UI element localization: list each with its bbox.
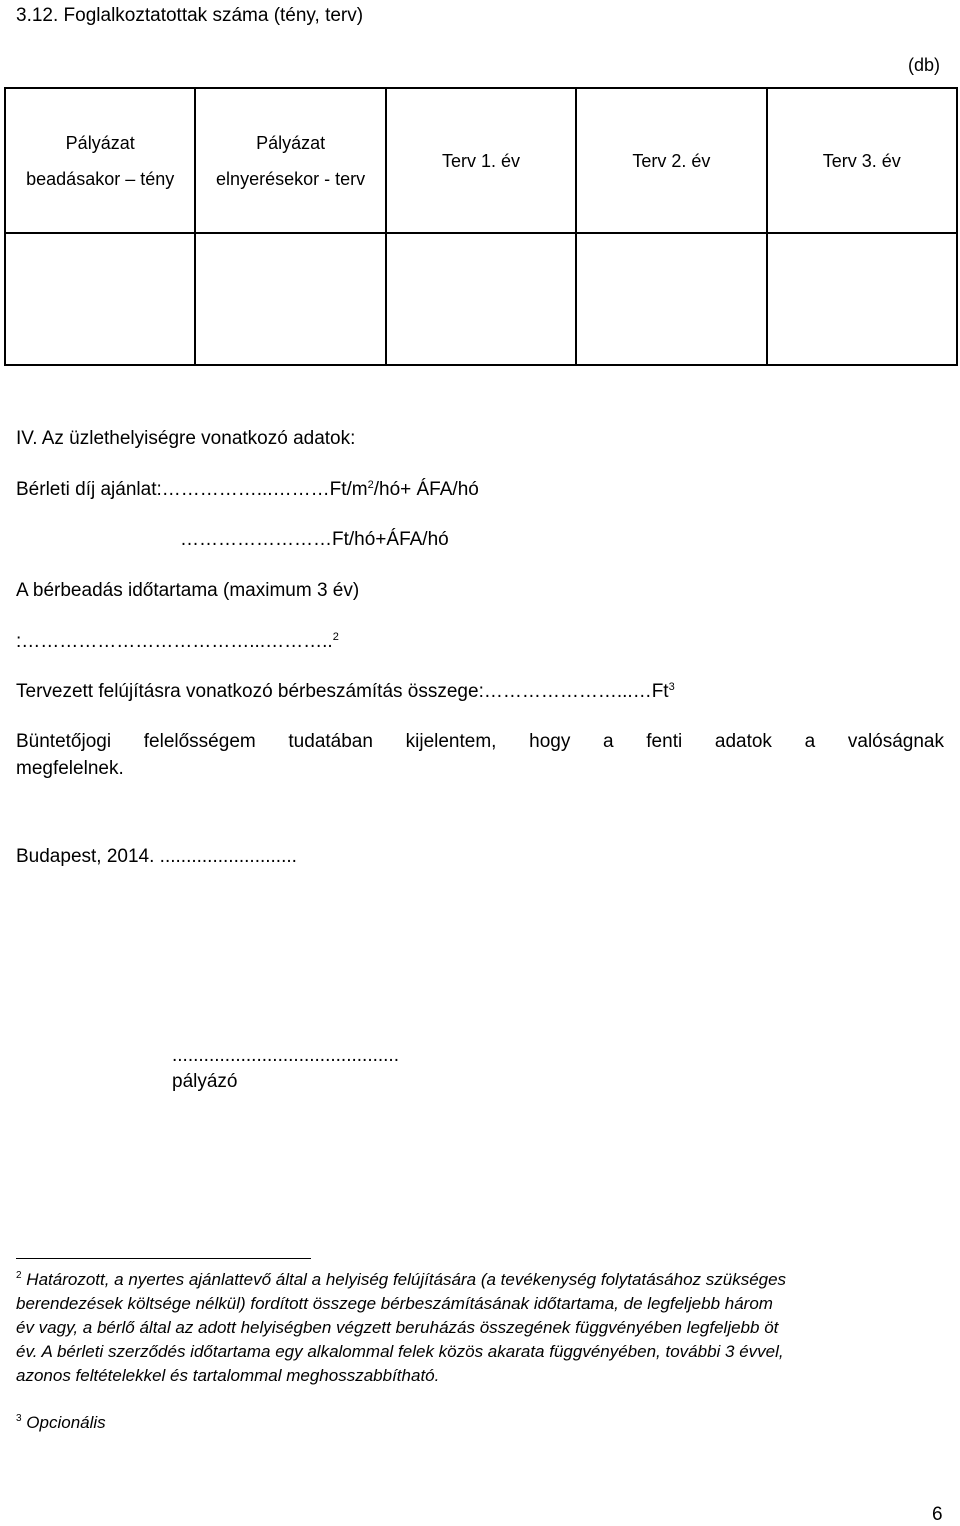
value-cell-plan-year-2[interactable] [576, 233, 766, 365]
rent-offer-unit-suffix: /hó+ ÁFA/hó [373, 479, 479, 500]
signature-label: pályázó [172, 1071, 238, 1092]
renovation-line [16, 680, 675, 703]
part-heading: IV. Az üzlethelyiségre vonatkozó adatok: [16, 428, 356, 449]
value-cell-application-fact[interactable] [5, 233, 195, 365]
footnote-3-number: 3 [16, 1413, 22, 1424]
signature-dots[interactable]: ........................................... [172, 1045, 399, 1066]
header-cell-award-plan: Pályázat elnyerésekor - terv [195, 88, 385, 233]
rental-period-label: A bérbeadás időtartama (maximum 3 év) [16, 580, 360, 601]
value-cell-award-plan[interactable] [195, 233, 385, 365]
employment-table [4, 87, 958, 366]
section-heading: 3.12. Foglalkoztatottak száma (tény, terv) [16, 5, 364, 26]
rent-offer-unit: Ft/m [329, 479, 368, 500]
header-cell-plan-year-3: Terv 3. év [767, 88, 957, 233]
renovation-dots[interactable]: …………………...… [483, 681, 652, 702]
footnote-2-number: 2 [16, 1270, 22, 1281]
table-header-row [5, 88, 957, 233]
rent-total-unit: Ft/hó+ÁFA/hó [332, 529, 449, 550]
footnote-2 [16, 1268, 944, 1388]
rent-offer-label: Bérleti díj ajánlat: [16, 479, 162, 500]
rental-period-line [16, 630, 339, 653]
unit-label: (db) [908, 55, 941, 75]
rent-offer-line [16, 478, 479, 501]
footnote-3 [16, 1411, 106, 1435]
rent-total-line [180, 528, 449, 551]
rent-total-dots[interactable]: …………………… [180, 529, 332, 550]
table-row [5, 233, 957, 365]
renovation-unit: Ft [651, 681, 669, 702]
footnote-separator [16, 1258, 311, 1259]
declaration-line-1: Büntetőjogi felelősségem tudatában kijelentem, hogy a fenti adatok a valóságnak [16, 731, 944, 752]
header-cell-plan-year-2: Terv 2. év [576, 88, 766, 233]
footnote-2-line-5: azonos feltételekkel és tartalommal meghosszabbítható. [16, 1366, 440, 1385]
renovation-label: Tervezett felújításra vonatkozó bérbeszámítás összege: [16, 681, 484, 702]
footnote-2-line-3: év vagy, a bérlő által az adott helyiségben végzett beruházás összegének függvényében legfeljebb öt [16, 1318, 779, 1337]
header-cell-plan-year-1: Terv 1. év [386, 88, 576, 233]
declaration-line-2: megfelelnek. [16, 758, 124, 779]
footnote-ref-3: 3 [668, 681, 675, 693]
rent-offer-dots[interactable]: ……………...……… [161, 479, 330, 500]
footnote-3-text: Opcionális [26, 1413, 106, 1432]
value-cell-plan-year-3[interactable] [767, 233, 957, 365]
place-date: Budapest, 2014. .......................... [16, 846, 297, 867]
value-cell-plan-year-1[interactable] [386, 233, 576, 365]
footnote-2-line-2: berendezések költsége nélkül) fordított összege bérbeszámításának időtartama, de legfeljebb három [16, 1294, 773, 1313]
rental-period-dots[interactable]: :………………………………...……….. [16, 631, 333, 652]
footnote-2-line-1: Határozott, a nyertes ajánlattevő által a helyiség felújítására (a tevékenység folytatásához szükséges [26, 1270, 787, 1289]
footnote-ref-2: 2 [332, 631, 339, 643]
rent-offer-unit-sup: 2 [367, 479, 374, 491]
header-cell-application-fact: Pályázat beadásakor – tény [5, 88, 195, 233]
page-number: 6 [932, 1504, 943, 1525]
footnote-2-line-4: év. A bérleti szerződés időtartama egy alkalommal felek közös akarata függvényében, további 3 évvel, [16, 1342, 784, 1361]
